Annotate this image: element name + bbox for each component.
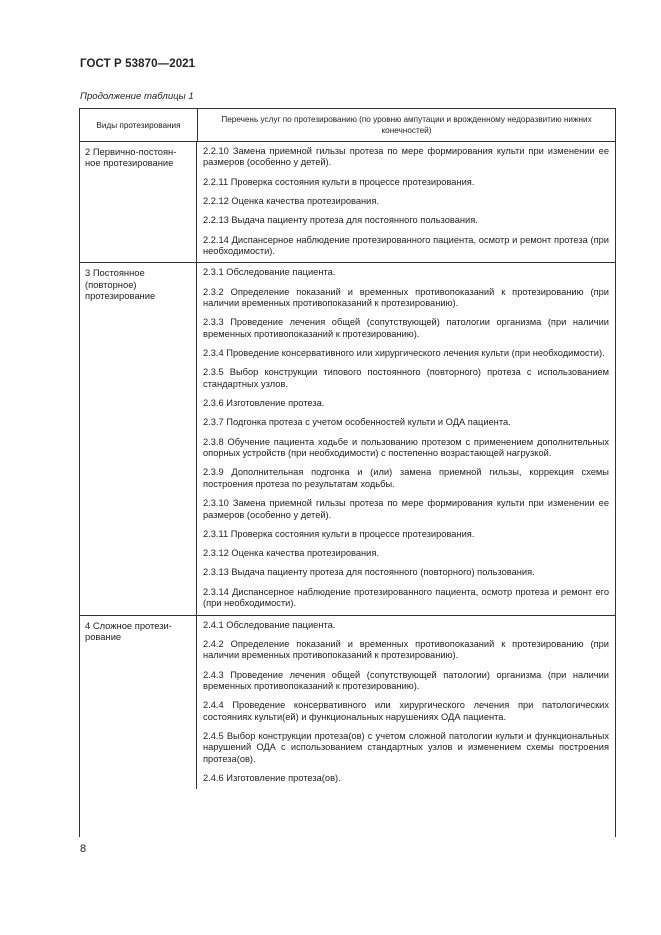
service-item: 2.3.6 Изготовление протеза. xyxy=(203,398,325,409)
service-item: 2.2.14 Диспансерное наблюдение протезированного пациента, осмотр и ремонт протеза (при необходимости). xyxy=(203,234,609,256)
services-cell xyxy=(197,263,615,614)
service-item: 2.3.7 Подгонка протеза с учетом особенностей культи и ОДА пациента. xyxy=(203,417,511,428)
service-item: 2.2.11 Проверка состояния культи в процессе протезирования. xyxy=(203,176,475,187)
service-item: 2.4.2 Определение показаний и временных противопоказаний к протезированию (при наличии временных противопоказаний к протезированию). xyxy=(203,638,609,661)
services-table xyxy=(79,108,616,837)
table-group-row xyxy=(80,616,615,790)
table-caption: Продолжение таблицы 1 xyxy=(80,91,194,102)
service-item: 2.3.2 Определение показаний и временных противопоказаний к протезированию (при наличии временных противопоказаний к протезированию). xyxy=(203,286,609,309)
service-item: 2.3.14 Диспансерное наблюдение протезированного пациента, осмотр протеза и ремонт его (при необходимости). xyxy=(203,586,609,609)
service-item: 2.3.11 Проверка состояния культи в процессе протезирования. xyxy=(203,528,475,539)
prosthetics-type-cell: 3 Постоянное (повторное) протезирование xyxy=(80,263,197,614)
header-services-list: Перечень услуг по протезированию (по уровню ампутации и врожденному недоразвитию нижних конечностей) xyxy=(221,115,592,135)
service-item: 2.4.4 Проведение консервативного или хирургического лечения при патологических состояниях культи(ей) и функциональных нарушениях ОДА пациента. xyxy=(203,700,609,722)
service-item: 2.2.13 Выдача пациенту протеза для постоянного пользования. xyxy=(203,215,478,226)
table-body xyxy=(80,142,615,789)
service-item: 2.3.1 Обследование пациента. xyxy=(203,267,336,278)
service-item: 2.3.3 Проведение лечения общей (сопутствующей) патологии организма (при наличии временных противопоказаний к протезированию). xyxy=(203,317,609,339)
services-cell xyxy=(197,616,615,790)
service-item: 2.4.5 Выбор конструкции протеза(ов) с учетом сложной патологии культи и функциональных нарушений ОДА с использованием стандартных узлов и изменением схемы построения протеза(ов). xyxy=(203,730,609,764)
service-item: 2.2.10 Замена приемной гильзы протеза по мере формирования культи при изменении ее размеров (особенно у детей). xyxy=(203,146,609,168)
service-item: 2.4.6 Изготовление протеза(ов). xyxy=(203,773,341,784)
page-number: 8 xyxy=(80,843,87,855)
table-group-row xyxy=(80,263,615,615)
service-item: 2.2.12 Оценка качества протезирования. xyxy=(203,196,379,206)
service-item: 2.3.8 Обучение пациента ходьбе и пользованию протезом с применением дополнительных опорных устройств (при необходимости) с постепенно возрастающей нагрузкой. xyxy=(203,436,609,459)
table-group-row xyxy=(80,142,615,263)
table-header-row xyxy=(80,109,615,142)
prosthetics-type-cell: 4 Сложное протези- рование xyxy=(80,616,197,790)
header-prosthetics-type: Виды протезирования xyxy=(80,109,198,141)
prosthetics-type-cell: 2 Первично-постоян- ное протезирование xyxy=(80,142,197,262)
document-code: ГОСТ Р 53870—2021 xyxy=(80,58,196,70)
service-item: 2.3.5 Выбор конструкции типового постоянного (повторного) протеза с использованием стандартных узлов. xyxy=(203,367,609,389)
service-item: 2.3.10 Замена приемной гильзы протеза по мере формирования культи при изменении ее размеров (особенно у детей). xyxy=(203,498,609,520)
service-item: 2.3.9 Дополнительная подгонка и (или) замена приемной гильзы, коррекция схемы построения протеза по результатам ходьбы. xyxy=(203,467,609,489)
services-cell xyxy=(197,142,615,262)
service-item: 2.3.12 Оценка качества протезирования. xyxy=(203,548,379,559)
service-item: 2.3.13 Выдача пациенту протеза для постоянного (повторного) пользования. xyxy=(203,567,535,578)
service-item: 2.4.3 Проведение лечения общей (сопутствующей патологии) организма (при наличии временных противопоказаний к протезированию). xyxy=(203,669,609,691)
service-item: 2.3.4 Проведение консервативного или хирургического лечения культи (при необходимости). xyxy=(203,348,605,359)
service-item: 2.4.1 Обследование пациента. xyxy=(203,619,336,630)
